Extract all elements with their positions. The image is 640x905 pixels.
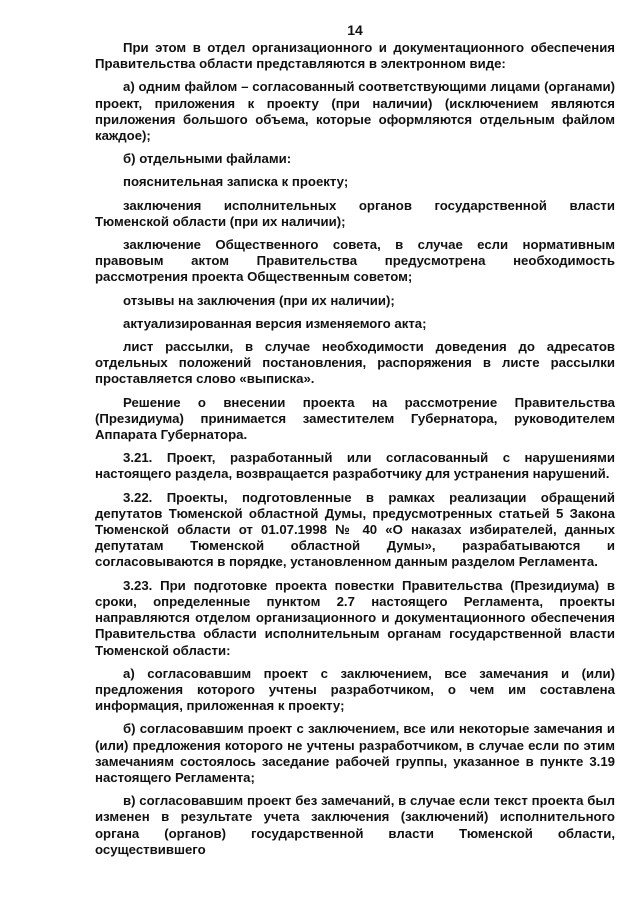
paragraph: 3.22. Проекты, подготовленные в рамках реализации обращений депутатов Тюменской областной Думы, предусмотренных статьей 5 Закона Тюменской области от 01.07.1998 № 40 «О наказах избирателей, данных депутатам Тюменской областной Думы», разрабатываются и согласовываются в порядке, установленном данным разделом Регламента. [95,489,615,570]
paragraph: а) одним файлом – согласованный соответствующими лицами (органами) проект, приложения к проекту (при наличии) (исключением являются приложения большого объема, которые оформляются отдельным файлом каждое); [95,79,615,144]
paragraph: заключения исполнительных органов государственной власти Тюменской области (при их наличии); [95,197,615,229]
paragraph: лист рассылки, в случае необходимости доведения до адресатов отдельных положений постановления, распоряжения в листе рассылки проставляется слово «выписка». [95,339,615,387]
paragraph: отзывы на заключения (при их наличии); [123,292,395,308]
paragraph: пояснительная записка к проекту; [123,174,349,190]
paragraph: При этом в отдел организационного и документационного обеспечения Правительства области представляются в электронном виде: [95,40,615,72]
document-body [95,40,615,858]
paragraph: 3.21. Проект, разработанный или согласованный с нарушениями настоящего раздела, возвращается разработчику для устранения нарушений. [95,450,615,482]
paragraph: б) отдельными файлами: [123,151,292,167]
paragraph: Решение о внесении проекта на рассмотрение Правительства (Президиума) принимается заместителем Губернатора, руководителем Аппарата Губернатора. [95,394,615,443]
paragraph: 3.23. При подготовке проекта повестки Правительства (Президиума) в сроки, определенные пунктом 2.7 настоящего Регламента, проекты направляются отделом организационного и документационного обеспечения Правительства области исполнительным органам государственной власти Тюменской области: [95,577,615,658]
paragraph: б) согласовавшим проект с заключением, все или некоторые замечания и (или) предложения которого не учтены разработчиком, в случае если по этим замечаниям состоялось заседание рабочей группы, указанное в пункте 3.19 настоящего Регламента; [95,721,615,785]
paragraph: заключение Общественного совета, в случае если нормативным правовым актом Правительства предусмотрена необходимость рассмотрения проекта Общественным советом; [95,237,615,285]
paragraph: а) согласовавшим проект с заключением, все замечания и (или) предложения которого учтены разработчиком, о чем им составлена информация, приложенная к проекту; [95,665,615,714]
paragraph: в) согласовавшим проект без замечаний, в случае если текст проекта был изменен в результате учета заключения (заключений) исполнительного органа (органов) государственной власти Тюменской области, осуществившего [95,793,615,857]
page-number: 14 [347,22,363,38]
paragraph: актуализированная версия изменяемого акта; [123,315,427,331]
